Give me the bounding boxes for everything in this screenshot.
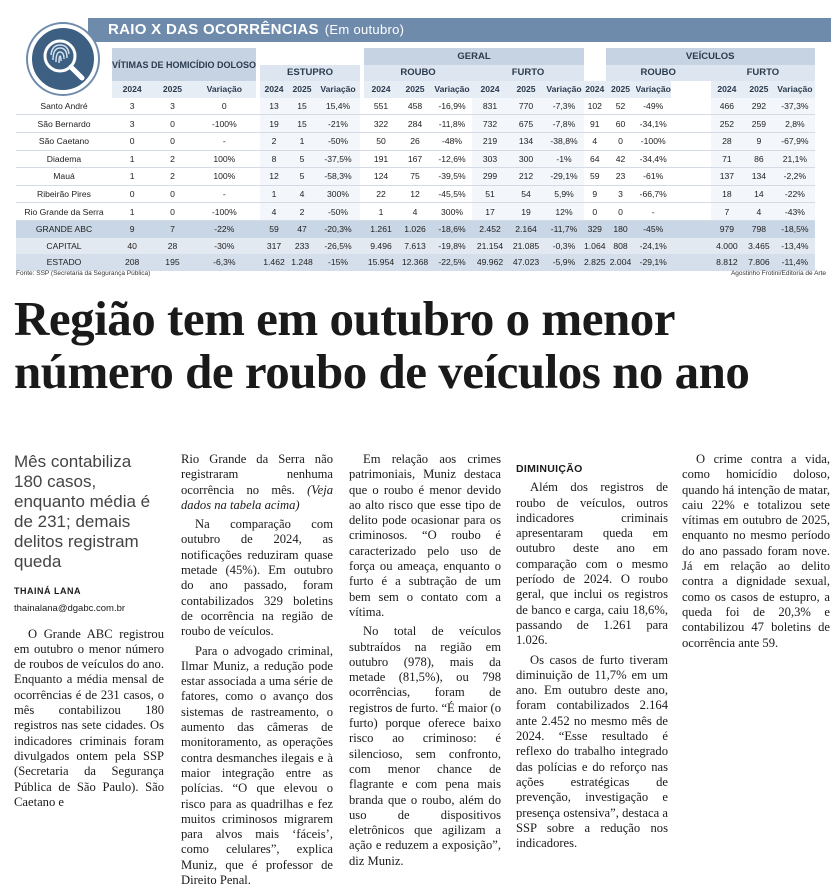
table-row xyxy=(16,185,815,203)
table-cell: 9 xyxy=(584,185,606,203)
source-note: Fonte: SSP (Secretaria da Segurança Pública) xyxy=(16,270,151,277)
infographic-title: RAIO X DAS OCORRÊNCIAS (Em outubro) xyxy=(108,21,405,38)
column-label: Variação xyxy=(636,81,671,98)
paragraph-5: Em relação aos crimes patrimoniais, Muniz destaca que o roubo é menor devido ao alto risco que esse tipo de delito pode ocasionar para os criminosos. “O roubo é caracterizado pelo uso de força ou ameaça, enquanto o furto é a subtração de um bem sem o contato com a vítima. xyxy=(349,452,501,619)
table-cell: -11,4% xyxy=(775,254,815,271)
table-total-row xyxy=(16,220,815,237)
table-cell: -38,8% xyxy=(544,132,584,150)
table-cell: 19 xyxy=(508,203,544,221)
table-cell: 300 xyxy=(508,150,544,168)
table-cell: 3.465 xyxy=(743,238,775,255)
table-cell: 292 xyxy=(743,98,775,115)
table-cell: -18,5% xyxy=(775,220,815,237)
column-label: Variação xyxy=(432,81,472,98)
column-label: Variação xyxy=(193,81,256,98)
table-cell: -45,5% xyxy=(432,185,472,203)
table-cell: -19,8% xyxy=(432,238,472,255)
paragraph-9: O crime contra a vida, como homicídio doloso, quando há intenção de matar, caiu 22% e totalizou sete vítimas em outubro de 2025, enquanto no mesmo período do ano passado foram nove. Já em relação ao delito contra a dignidade sexual, como os casos de estupro, a queda foi de 20,3% e contabilizou 47 boletins de ocorrência ante 59. xyxy=(682,452,830,650)
table-cell: 7.613 xyxy=(398,238,432,255)
paragraph-2: Rio Grande da Serra não registraram nenhuma ocorrência no mês. (Veja dados na tabela acima) xyxy=(181,452,333,512)
table-cell: 0 xyxy=(193,98,256,115)
table-cell: 75 xyxy=(398,168,432,186)
table-cell: 102 xyxy=(584,98,606,115)
table-cell: 808 xyxy=(606,238,636,255)
table-cell: 13 xyxy=(260,98,288,115)
table-cell: -34,4% xyxy=(636,150,671,168)
table-cell: 50 xyxy=(364,132,398,150)
table-cell: 12 xyxy=(260,168,288,186)
headline xyxy=(14,292,834,398)
table-cell: 124 xyxy=(364,168,398,186)
table-cell: 5,9% xyxy=(544,185,584,203)
table-cell: -16,9% xyxy=(432,98,472,115)
table-cell: 2 xyxy=(152,150,192,168)
table-total-row xyxy=(16,254,815,271)
table-cell: 15.954 xyxy=(364,254,398,271)
infographic xyxy=(8,8,830,277)
table-cell: 23 xyxy=(606,168,636,186)
table-cell: 2.164 xyxy=(508,220,544,237)
column-label: 2025 xyxy=(606,81,636,98)
table-cell: - xyxy=(193,132,256,150)
table-cell: 18 xyxy=(711,185,743,203)
table-cell: 42 xyxy=(606,150,636,168)
table-cell: 59 xyxy=(260,220,288,237)
table-cell: 4 xyxy=(260,203,288,221)
table-cell: 15,4% xyxy=(316,98,360,115)
header-veiculos: VEÍCULOS xyxy=(606,48,815,65)
table-cell: - xyxy=(193,185,256,203)
table-cell: 1 xyxy=(260,185,288,203)
table-row xyxy=(16,150,815,168)
row-label: Rio Grande da Serra xyxy=(16,203,112,221)
table-cell: 732 xyxy=(472,115,508,133)
table-cell: 47 xyxy=(288,220,316,237)
table-cell: 1 xyxy=(364,203,398,221)
column-label: 2024 xyxy=(472,81,508,98)
table-cell: 59 xyxy=(584,168,606,186)
table-cell: -22% xyxy=(775,185,815,203)
table-cell: -12,6% xyxy=(432,150,472,168)
table-cell: 9 xyxy=(112,220,152,237)
table-row xyxy=(16,98,815,115)
table-cell: 0 xyxy=(112,185,152,203)
table-cell: 91 xyxy=(584,115,606,133)
table-cell: 1.248 xyxy=(288,254,316,271)
table-cell: 212 xyxy=(508,168,544,186)
standfirst: Mês contabiliza 180 casos, enquanto média é de 231; demais delitos registram queda xyxy=(14,452,151,571)
table-reference: (Veja dados na tabela acima) xyxy=(181,482,333,512)
table-cell: - xyxy=(636,203,671,221)
table-cell: 4 xyxy=(743,203,775,221)
column-label: 2024 xyxy=(112,81,152,98)
table-cell: 303 xyxy=(472,150,508,168)
header-estupro: ESTUPRO xyxy=(260,65,360,82)
table-cell: 8 xyxy=(260,150,288,168)
table-cell: 1 xyxy=(288,132,316,150)
table-cell: 22 xyxy=(364,185,398,203)
table-cell: 2 xyxy=(152,168,192,186)
column-label: 2025 xyxy=(152,81,192,98)
header-geral: GERAL xyxy=(364,48,584,65)
table-cell: 300% xyxy=(316,185,360,203)
table-cell: -5,9% xyxy=(544,254,584,271)
table-cell: 551 xyxy=(364,98,398,115)
table-cell: 28 xyxy=(152,238,192,255)
column-label: 2024 xyxy=(260,81,288,98)
table-cell: 134 xyxy=(508,132,544,150)
table-cell: 284 xyxy=(398,115,432,133)
table-cell: 1 xyxy=(112,168,152,186)
headline-line-1: Região tem em outubro o menor xyxy=(14,291,675,346)
table-cell: 300% xyxy=(432,203,472,221)
table-cell: -1% xyxy=(544,150,584,168)
table-cell: 322 xyxy=(364,115,398,133)
table-row xyxy=(16,203,815,221)
table-cell: -13,4% xyxy=(775,238,815,255)
table-cell: -29,1% xyxy=(544,168,584,186)
table-total-row xyxy=(16,238,815,255)
table-cell: -45% xyxy=(636,220,671,237)
table-cell: 9 xyxy=(743,132,775,150)
table-cell: 798 xyxy=(743,220,775,237)
infographic-banner xyxy=(88,18,831,42)
table-cell: 252 xyxy=(711,115,743,133)
table-cell: 299 xyxy=(472,168,508,186)
header-veiculos-furto: FURTO xyxy=(711,65,815,82)
table-cell: 1.064 xyxy=(584,238,606,255)
table-cell: 4 xyxy=(584,132,606,150)
table-cell: 12.368 xyxy=(398,254,432,271)
row-label: CAPITAL xyxy=(16,238,112,255)
table-cell: 2.004 xyxy=(606,254,636,271)
occurrences-table xyxy=(16,48,815,271)
table-cell: 0 xyxy=(584,203,606,221)
table-cell: 0 xyxy=(152,115,192,133)
author-name: THAINÁ LANA xyxy=(14,586,81,596)
article-column-2 xyxy=(181,452,333,892)
column-label: 2025 xyxy=(508,81,544,98)
table-cell: 329 xyxy=(584,220,606,237)
header-geral-roubo: ROUBO xyxy=(364,65,472,82)
table-cell: 2,8% xyxy=(775,115,815,133)
table-cell: 54 xyxy=(508,185,544,203)
table-cell: -24,1% xyxy=(636,238,671,255)
table-cell: -48% xyxy=(432,132,472,150)
table-cell: 12 xyxy=(398,185,432,203)
table-cell: 3 xyxy=(606,185,636,203)
column-label: 2024 xyxy=(711,81,743,98)
table-cell: 100% xyxy=(193,150,256,168)
table-cell: 19 xyxy=(260,115,288,133)
table-cell: -61% xyxy=(636,168,671,186)
table-cell: 28 xyxy=(711,132,743,150)
article-column-5 xyxy=(682,452,830,655)
infographic-subtitle: (Em outubro) xyxy=(324,22,405,37)
table-cell: -49% xyxy=(636,98,671,115)
table-row xyxy=(16,132,815,150)
art-credit: Agostinho Frotini/Editoria de Arte xyxy=(730,270,826,277)
table-cell: 51 xyxy=(472,185,508,203)
table-cell: -29,1% xyxy=(636,254,671,271)
table-cell: 7.806 xyxy=(743,254,775,271)
column-label: 2025 xyxy=(743,81,775,98)
header-vitimas: VÍTIMAS DE HOMICÍDIO DOLOSO xyxy=(112,48,256,81)
table-row xyxy=(16,168,815,186)
table-cell: -0,3% xyxy=(544,238,584,255)
column-label: Variação xyxy=(316,81,360,98)
table-cell: 1 xyxy=(112,150,152,168)
table-cell: 86 xyxy=(743,150,775,168)
table-cell: 17 xyxy=(472,203,508,221)
row-label: Santo André xyxy=(16,98,112,115)
row-label: Ribeirão Pires xyxy=(16,185,112,203)
table-cell: 195 xyxy=(152,254,192,271)
table-cell: -11,7% xyxy=(544,220,584,237)
table-cell: 1.026 xyxy=(398,220,432,237)
table-row xyxy=(16,115,815,133)
table-cell: -37,5% xyxy=(316,150,360,168)
table-cell: 14 xyxy=(743,185,775,203)
table-cell: -20,3% xyxy=(316,220,360,237)
table-cell: 466 xyxy=(711,98,743,115)
table-cell: 60 xyxy=(606,115,636,133)
table-cell: 0 xyxy=(606,132,636,150)
table-cell: 26 xyxy=(398,132,432,150)
table-cell: 40 xyxy=(112,238,152,255)
row-label: ESTADO xyxy=(16,254,112,271)
table-cell: -43% xyxy=(775,203,815,221)
paragraph-6: No total de veículos subtraídos na região em outubro (978), mais da metade (81,5%), ou 798 ocorrências, foram de registros de furto. “É maior (o furto) porque oferece baixo risco ao criminoso: é silencioso, sem confronto, com menor chance de flagrante e com pena mais branda que o roubo, além do uso de dispositivos eletrônicos que agilizam a ação e reduzem a exposição”, diz Muniz. xyxy=(349,624,501,868)
table-cell: -37,3% xyxy=(775,98,815,115)
table-cell: -26,5% xyxy=(316,238,360,255)
table-cell: -30% xyxy=(193,238,256,255)
table-cell: 2 xyxy=(288,203,316,221)
table-cell: 180 xyxy=(606,220,636,237)
table-cell: -100% xyxy=(193,203,256,221)
row-label: GRANDE ABC xyxy=(16,220,112,237)
table-cell: -22% xyxy=(193,220,256,237)
paragraph-8: Os casos de furto tiveram diminuição de 11,7% em um ano. Em outubro deste ano, foram contabilizados 2.164 ante 2.452 no mesmo mês de 2024. “Esse resultado é reflexo do trabalho integrado das polícias e do reforço nas ações estratégicas de prevenção, investigação e presença ostensiva”, destaca a SSP sobre a redução nos indicadores. xyxy=(516,652,668,851)
row-label: Mauá xyxy=(16,168,112,186)
table-cell: 2.825 xyxy=(584,254,606,271)
table-cell: 0 xyxy=(152,203,192,221)
table-cell: 7 xyxy=(711,203,743,221)
column-label: 2024 xyxy=(364,81,398,98)
table-cell: 52 xyxy=(606,98,636,115)
header-geral-furto: FURTO xyxy=(472,65,584,82)
author-email: thainalana@dgabc.com.br xyxy=(14,603,126,615)
table-cell: -67,9% xyxy=(775,132,815,150)
table-cell: -7,3% xyxy=(544,98,584,115)
article-column-3 xyxy=(349,452,501,873)
paragraph-1: O Grande ABC registrou em outubro o menor número de roubos de veículos do ano. Enquanto a média mensal de ocorrências é de 231 casos, o mês contabilizou 180 registros nas sete cidades. Os indicadores criminais foram divulgados ontem pela SSP (Secretaria da Segurança Pública de São Paulo). São Caetano e xyxy=(14,626,164,809)
table-cell: -66,7% xyxy=(636,185,671,203)
table-cell: 167 xyxy=(398,150,432,168)
table-cell: 1 xyxy=(112,203,152,221)
table-cell: 675 xyxy=(508,115,544,133)
table-cell: 208 xyxy=(112,254,152,271)
table-cell: -7,8% xyxy=(544,115,584,133)
table-cell: 0 xyxy=(152,185,192,203)
table-cell: 9.496 xyxy=(364,238,398,255)
table-cell: 4 xyxy=(398,203,432,221)
table-cell: -39,5% xyxy=(432,168,472,186)
table-cell: 3 xyxy=(112,115,152,133)
table-cell: 191 xyxy=(364,150,398,168)
table-cell: -21% xyxy=(316,115,360,133)
table-cell: 831 xyxy=(472,98,508,115)
table-cell: -100% xyxy=(193,115,256,133)
paragraph-7: Além dos registros de roubo de veículos, outros indicadores criminais apresentaram queda em outubro deste ano em comparação com o mesmo período de 2024. O roubo geral, que inclui os registros de banco e carga, caiu 18,6%, passando de 1.261 para 1.026. xyxy=(516,480,668,648)
table-cell: 219 xyxy=(472,132,508,150)
table-cell: 1.462 xyxy=(260,254,288,271)
table-cell: 49.962 xyxy=(472,254,508,271)
table-cell: 21.154 xyxy=(472,238,508,255)
table-cell: -34,1% xyxy=(636,115,671,133)
article-column-4 xyxy=(516,452,668,855)
table-cell: 5 xyxy=(288,168,316,186)
table-cell: -50% xyxy=(316,203,360,221)
table-cell: 2.452 xyxy=(472,220,508,237)
table-cell: -2,2% xyxy=(775,168,815,186)
table-cell: 8.812 xyxy=(711,254,743,271)
table-cell: -18,6% xyxy=(432,220,472,237)
table-cell: 100% xyxy=(193,168,256,186)
table-cell: 317 xyxy=(260,238,288,255)
table-cell: -6,3% xyxy=(193,254,256,271)
table-cell: 3 xyxy=(112,98,152,115)
table-cell: 0 xyxy=(606,203,636,221)
table-cell: 15 xyxy=(288,98,316,115)
table-cell: 770 xyxy=(508,98,544,115)
table-cell: 0 xyxy=(152,132,192,150)
table-cell: 134 xyxy=(743,168,775,186)
table-cell: 21.085 xyxy=(508,238,544,255)
column-label: Variação xyxy=(775,81,815,98)
headline-line-2: número de roubo de veículos no ano xyxy=(14,344,750,399)
table-cell: -50% xyxy=(316,132,360,150)
row-label: São Caetano xyxy=(16,132,112,150)
table-cell: 2 xyxy=(260,132,288,150)
header-veiculos-roubo: ROUBO xyxy=(606,65,711,82)
table-cell: 979 xyxy=(711,220,743,237)
table-cell: 233 xyxy=(288,238,316,255)
table-cell: 1.261 xyxy=(364,220,398,237)
table-cell: 71 xyxy=(711,150,743,168)
table-cell: 64 xyxy=(584,150,606,168)
row-label: Diadema xyxy=(16,150,112,168)
table-cell: 47.023 xyxy=(508,254,544,271)
column-label: Variação xyxy=(544,81,584,98)
table-cell: 458 xyxy=(398,98,432,115)
table-cell: 137 xyxy=(711,168,743,186)
table-cell: 4 xyxy=(288,185,316,203)
column-label: 2025 xyxy=(398,81,432,98)
table-cell: 21,1% xyxy=(775,150,815,168)
table-cell: 0 xyxy=(112,132,152,150)
table-cell: -11,8% xyxy=(432,115,472,133)
table-cell: -15% xyxy=(316,254,360,271)
table-cell: -22,5% xyxy=(432,254,472,271)
row-label: São Bernardo xyxy=(16,115,112,133)
column-label: 2025 xyxy=(288,81,316,98)
table-cell: 12% xyxy=(544,203,584,221)
paragraph-4: Para o advogado criminal, Ilmar Muniz, a redução pode estar associada a uma série de fatores, como o avanço dos sistemas de rastreamento, o aumento das câmeras de monitoramento, as operações contra desmanches ilegais e à maior integração entre as polícias. “O que elevou o risco para as quadrilhas e fez muitos criminosos migrarem para alvos mais ‘fáceis’, como celulares”, explica Muniz, que é professor de Direito Penal. xyxy=(181,643,333,888)
subhead-diminuicao: DIMINUIÇÃO xyxy=(516,463,583,475)
table-cell: 5 xyxy=(288,150,316,168)
column-label: 2024 xyxy=(584,81,606,98)
table-cell: 7 xyxy=(152,220,192,237)
table-cell: 259 xyxy=(743,115,775,133)
table-cell: 15 xyxy=(288,115,316,133)
article-column-1 xyxy=(14,452,164,814)
table-cell: 4.000 xyxy=(711,238,743,255)
table-cell: -100% xyxy=(636,132,671,150)
table-cell: -58,3% xyxy=(316,168,360,186)
table-cell: 3 xyxy=(152,98,192,115)
paragraph-3: Na comparação com outubro de 2024, as notificações reduziram quase metade (45%). Em outubro do ano passado, foram contabilizados 329 boletins de ocorrência na região de roubo de veículos. xyxy=(181,517,333,639)
